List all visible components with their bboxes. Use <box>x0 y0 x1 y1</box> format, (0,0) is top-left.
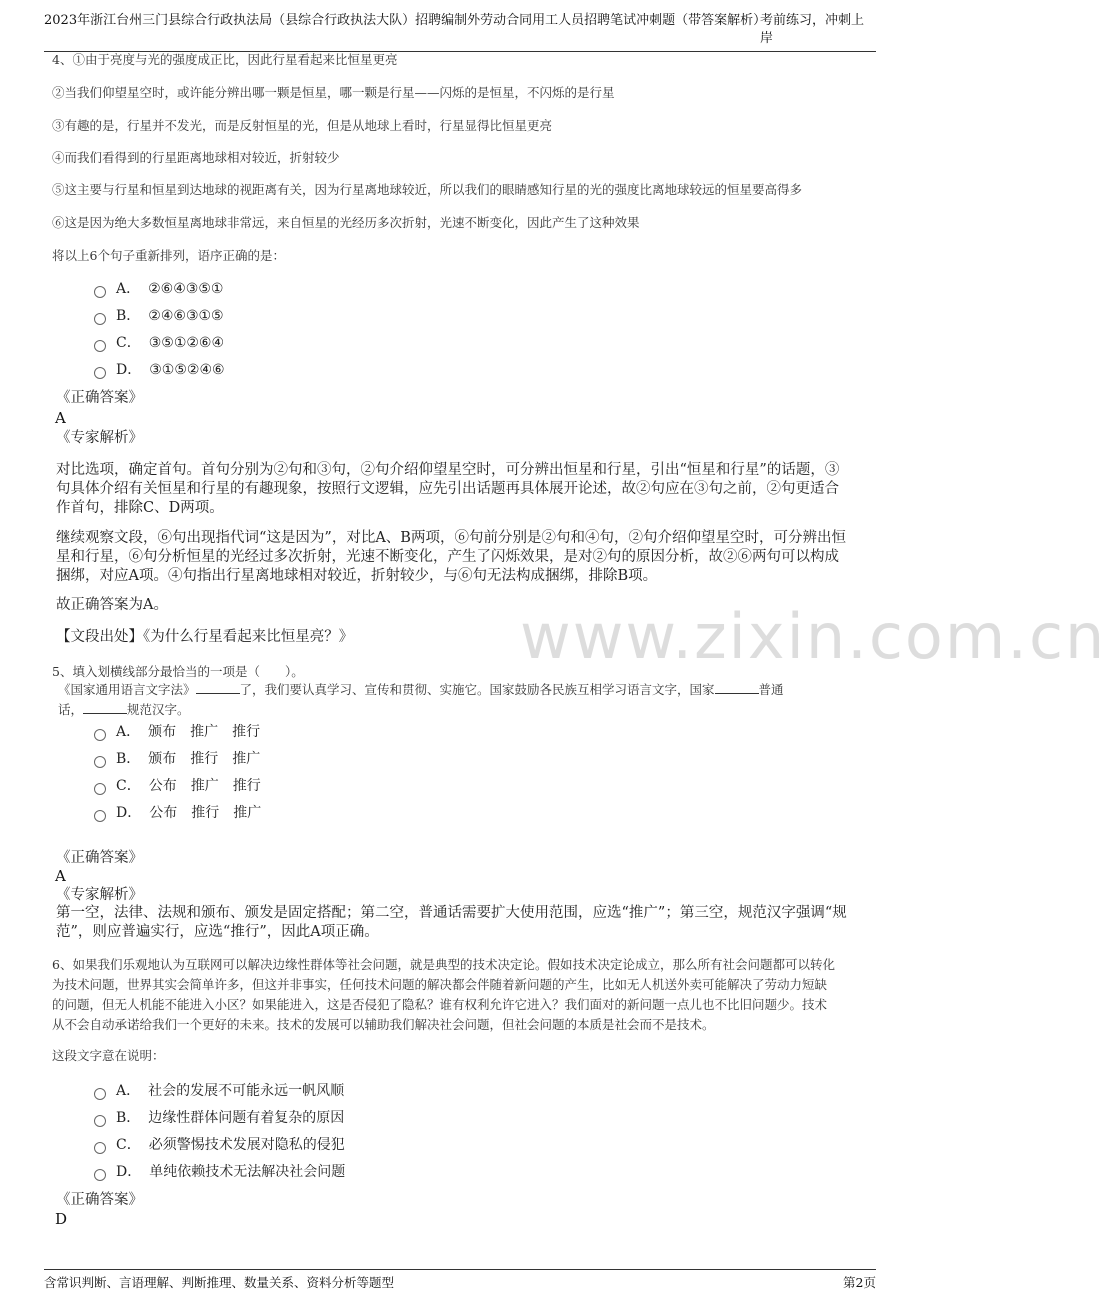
q5-stem: 5、填入划横线部分最恰当的一项是（ ）。 <box>52 664 304 679</box>
q4-answer: A <box>55 409 66 427</box>
radio-icon[interactable] <box>94 783 106 795</box>
q4-line-5: ⑤这主要与行星和恒星到达地球的视距离有关，因为行星离地球较近，所以我们的眼睛感知行星的光的强度比离地球较远的恒星要高得多 <box>52 182 803 197</box>
q4-line-4: ④而我们看得到的行星距离地球相对较近，折射较少 <box>52 150 340 165</box>
q5-answer-label: 《正确答案》 <box>56 850 143 866</box>
q6-option-c[interactable]: C． 必须警惕技术发展对隐私的侵犯 <box>94 1135 345 1155</box>
radio-icon[interactable] <box>94 756 106 768</box>
q6-line-3: 的问题，但无人机能不能进入小区？如果能进入，这是否侵犯了隐私？谁有权利允许它进入？我们面对的新问题一点儿也不比旧问题少。技术 <box>52 997 828 1012</box>
q5-option-d[interactable]: D． 公布 推行 推广 <box>94 803 261 823</box>
radio-icon[interactable] <box>94 367 106 379</box>
radio-icon[interactable] <box>94 810 106 822</box>
q4-answer-label: 《正确答案》 <box>56 390 143 406</box>
q4-line-2: ②当我们仰望星空时，或许能分辨出哪一颗是恒星，哪一颗是行星——闪烁的是恒星，不闪烁的是行星 <box>52 85 615 100</box>
q5-analysis-label: 《专家解析》 <box>56 887 143 903</box>
radio-icon[interactable] <box>94 313 106 325</box>
q6-option-d[interactable]: D． 单纯依赖技术无法解决社会问题 <box>94 1162 345 1182</box>
q6-prompt: 这段文字意在说明： <box>52 1048 165 1063</box>
q5-option-a[interactable]: A． 颁布 推广 推行 <box>94 722 260 742</box>
radio-icon[interactable] <box>94 286 106 298</box>
blank-2 <box>715 693 759 694</box>
q4-source: 【文段出处】《为什么行星看起来比恒星亮？》 <box>56 629 354 645</box>
q6-option-a[interactable]: A． 社会的发展不可能永远一帆风顺 <box>94 1081 344 1101</box>
radio-icon[interactable] <box>94 1088 106 1100</box>
q6-line-4: 从不会自动承诺给我们一个更好的未来。技术的发展可以辅助我们解决社会问题，但社会问题的本质是社会而不是技术。 <box>52 1017 715 1032</box>
q5-option-c[interactable]: C． 公布 推广 推行 <box>94 776 261 796</box>
q4-line-3: ③有趣的是，行星并不发光，而是反射恒星的光，但是从地球上看时，行星显得比恒星更亮 <box>52 118 553 133</box>
q4-option-a[interactable]: A． ②⑥④③⑤① <box>94 279 223 299</box>
q5-option-b[interactable]: B． 颁布 推行 推广 <box>94 749 260 769</box>
header-slogan: 考前练习，冲刺上岸 <box>759 13 864 46</box>
q4-prompt: 将以上6个句子重新排列，语序正确的是： <box>52 248 285 263</box>
q6-answer: D <box>55 1210 68 1228</box>
q6-line-2: 为技术问题，世界其实会简单许多，但这并非事实，任何技术问题的解决都会伴随着新问题的产生，比如无人机送外卖可能解决了劳动力短缺 <box>52 977 828 992</box>
radio-icon[interactable] <box>94 340 106 352</box>
q4-option-c[interactable]: C． ③⑤①②⑥④ <box>94 333 224 353</box>
q6-answer-label: 《正确答案》 <box>56 1192 143 1208</box>
q4-analysis-para-1: 对比选项，确定首句。首句分别为②句和③句，②句介绍仰望星空时，可分辨出恒星和行星，引出“恒星和行星”的话题，③ 句具体介绍有关恒星和行星的有趣现象，按照行文逻辑，应先引出话题再具体展开论述，故②句应在③句之前，②句更适合 作首句，排除C、D两项。 <box>56 462 840 516</box>
q4-line-1: 4、①由于亮度与光的强度成正比，因此行星看起来比恒星更亮 <box>52 52 398 67</box>
document-title: 2023年浙江台州三门县综合行政执法局（县综合行政执法大队）招聘编制外劳动合同用工人员招聘笔试冲刺题（带答案解析） <box>44 13 767 28</box>
radio-icon[interactable] <box>94 1169 106 1181</box>
footer-note: 含常识判断、言语理解、判断推理、数量关系、资料分析等题型 <box>44 1275 395 1290</box>
q6-line-1: 6、如果我们乐观地认为互联网可以解决边缘性群体等社会问题，就是典型的技术决定论。假如技术决定论成立，那么所有社会问题都可以转化 <box>52 957 835 972</box>
q4-analysis-label: 《专家解析》 <box>56 430 143 446</box>
radio-icon[interactable] <box>94 1142 106 1154</box>
q4-option-d[interactable]: D． ③①⑤②④⑥ <box>94 360 225 380</box>
q4-option-b[interactable]: B． ②④⑥③①⑤ <box>94 306 224 326</box>
q4-analysis-para-2: 继续观察文段，⑥句出现指代词“这是因为”，对比A、B两项，⑥句前分别是②句和④句，②句介绍仰望星空时，可分辨出恒 星和行星，⑥句分析恒星的光经过多次折射，光速不断变化，产生了闪烁效果，是对②句的原因分析，故②⑥两句可以构成 捆绑，对应A项。④句指出行星离地球相对较近，折射较少，与⑥句无法构成捆绑，排除B项。 <box>56 530 846 584</box>
q4-line-6: ⑥这是因为绝大多数恒星离地球非常远，来自恒星的光经历多次折射，光速不断变化，因此产生了这种效果 <box>52 215 640 230</box>
q4-analysis-conclusion: 故正确答案为A。 <box>56 597 168 613</box>
q5-sentence-line-2: 话， 规范汉字。 <box>58 702 190 717</box>
q5-sentence-line-1: 《国家通用语言文字法》 了，我们要认真学习、宣传和贯彻、实施它。国家鼓励各民族互相学习语言文字，国家 普通 <box>58 682 784 697</box>
page-number: 第2页 <box>843 1275 876 1290</box>
radio-icon[interactable] <box>94 1115 106 1127</box>
q5-analysis: 第一空，法律、法规和颁布、颁发是固定搭配；第二空，普通话需要扩大使用范围，应选“推广”；第三空，规范汉字强调“规 范”，则应普遍实行，应选“推行”，因此A项正确。 <box>56 905 847 940</box>
page-footer <box>44 1269 876 1291</box>
q6-option-b[interactable]: B． 边缘性群体问题有着复杂的原因 <box>94 1108 344 1128</box>
blank-3 <box>83 713 127 714</box>
radio-icon[interactable] <box>94 729 106 741</box>
watermark: www.zixin.com.cn <box>520 600 1106 673</box>
blank-1 <box>196 693 240 694</box>
q5-answer: A <box>55 867 66 885</box>
page-header <box>44 12 876 52</box>
